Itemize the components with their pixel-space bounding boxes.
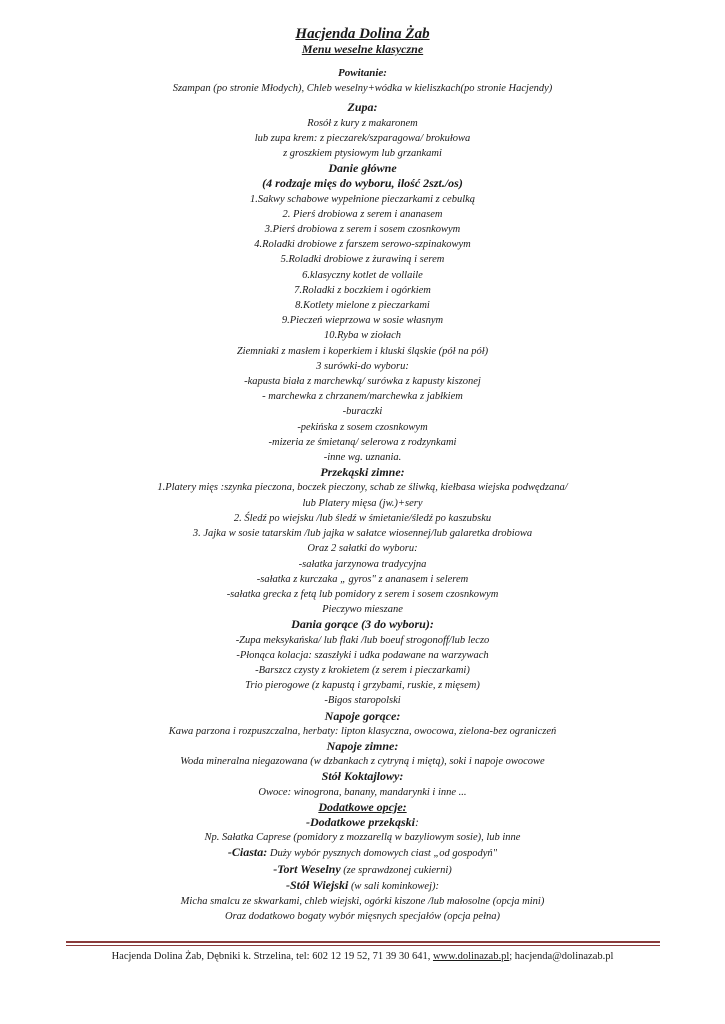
main-course-line: 9.Pieczeń wieprzowa w sosie własnym xyxy=(281,315,444,327)
main-course-line: -pekińska z sosem czosnkowym xyxy=(297,421,428,433)
cold-drinks-heading: Napoje zimne: xyxy=(326,738,399,753)
footer-divider xyxy=(66,941,660,943)
extras-heading: Dodatkowe opcje: xyxy=(318,799,407,814)
main-course-line: 3.Pierś drobiowa z serem i sosem czosnkowym xyxy=(264,224,461,236)
main-course-line: 4.Roladki drobiowe z farszem serowo-szpinakowym xyxy=(254,239,471,251)
welcome-text: Szampan (po stronie Młodych), Chleb weselny+wódka w kieliszkach(po stronie Hacjendy) xyxy=(172,83,553,95)
main-course-line: 3 surówki-do wyboru: xyxy=(316,360,409,372)
hot-dishes-line: -Zupa meksykańska/ lub flaki /lub boeuf strogonoff/lub leczo xyxy=(235,634,490,646)
footer-divider xyxy=(66,945,660,946)
extra-rustic-table-label: -Stół Wiejski xyxy=(285,877,349,892)
main-course-line: 10.Ryba w ziołach xyxy=(323,330,402,342)
soup-line: Rosół z kury z makaronem xyxy=(307,117,418,129)
extra-cakes xyxy=(0,845,725,861)
cold-starters-line: Oraz 2 sałatki do wyboru: xyxy=(307,543,418,555)
hot-dishes-line: Trio pierogowe (z kapustą i grzybami, ruskie, z mięsem) xyxy=(245,680,480,692)
hot-drinks-text: Kawa parzona i rozpuszczalna, herbaty: lipton klasyczna, owocowa, zielona-bez ograniczeń xyxy=(168,725,557,737)
cold-starters-line: 3. Jajka w sosie tatarskim /lub jajka w sałatce wiosennej/lub galaretka drobiowa xyxy=(192,528,533,540)
cold-starters-line: 2. Śledź po wiejsku /lub śledź w śmietanie/śledź po kaszubsku xyxy=(233,512,492,524)
hot-drinks-heading: Napoje gorące: xyxy=(324,708,401,723)
extra-rustic-table xyxy=(0,878,725,894)
footer-email: ; hacjenda@dolinazab.pl xyxy=(509,951,614,962)
main-course-line: 1.Sakwy schabowe wypełnione pieczarkami z cebulką xyxy=(249,193,476,205)
main-course-line: 8.Kotlety mielone z pieczarkami xyxy=(295,300,430,312)
main-course-line: -inne wg. uznania. xyxy=(323,452,402,464)
main-course-line: -kapusta biała z marchewką/ surówka z kapusty kiszonej xyxy=(244,376,481,388)
main-course-line: 5.Roladki drobiowe z żurawiną i serem xyxy=(280,254,445,266)
soup-line: lub zupa krem: z pieczarek/szparagowa/ brokułowa xyxy=(254,132,471,144)
main-course-subheading: (4 rodzaje mięs do wyboru, ilość 2szt./os) xyxy=(262,176,463,191)
cocktail-table-text: Owoce: winogrona, banany, mandarynki i inne ... xyxy=(258,786,467,798)
extra-snacks-heading xyxy=(0,815,725,830)
soup-line: z groszkiem ptysiowym lub grzankami xyxy=(283,148,442,160)
extra-cakes-text: Duży wybór pysznych domowych ciast „od gospodyń" xyxy=(267,848,498,860)
extra-snacks-text: Np. Sałatka Caprese (pomidory z mozzarellą w bazyliowym sosie), lub inne xyxy=(204,832,521,844)
main-course-line: Ziemniaki z masłem i koperkiem i kluski śląskie (pół na pół) xyxy=(236,345,489,357)
menu-subtitle: Menu weselne klasyczne xyxy=(301,42,424,56)
footer-contact xyxy=(0,950,725,963)
cold-drinks-text: Woda mineralna niegazowana (w dzbankach z cytryną i miętą), soki i napoje owocowe xyxy=(180,756,545,768)
hot-dishes-line: -Barszcz czysty z krokietem (z serem i pieczarkami) xyxy=(255,664,470,676)
hot-dishes-heading: Dania gorące (3 do wyboru): xyxy=(291,617,434,632)
main-course-line: 7.Roladki z boczkiem i ogórkiem xyxy=(294,284,431,296)
main-course-line: - marchewka z chrzanem/marchewka z jabłkiem xyxy=(262,391,463,403)
extra-snacks-label: -Dodatkowe przekąski xyxy=(306,814,415,829)
soup-heading: Zupa: xyxy=(347,100,378,115)
main-course-line: 2. Pierś drobiowa z serem i ananasem xyxy=(282,208,443,220)
cold-starters-heading: Przekąski zimne: xyxy=(320,465,405,480)
main-course-line: -buraczki xyxy=(342,406,383,418)
cold-starters-line: lub Platery mięsa (jw.)+sery xyxy=(302,497,423,509)
extra-wedding-cake-label: -Tort Weselny xyxy=(273,861,341,876)
cold-starters-line: -sałatka jarzynowa tradycyjna xyxy=(298,558,427,570)
extra-rustic-table-text: (w sali kominkowej): xyxy=(348,880,440,892)
venue-title: Hacjenda Dolina Żab xyxy=(295,26,430,42)
menu-document xyxy=(0,26,725,924)
extra-wedding-cake xyxy=(0,862,725,878)
cocktail-table-heading: Stół Koktajlowy: xyxy=(321,769,404,784)
extra-cakes-label: -Ciasta: xyxy=(227,845,268,860)
main-course-line: 6.klasyczny kotlet de vollaile xyxy=(302,269,423,281)
main-course-line: -mizeria ze śmietaną/ selerowa z rodzynkami xyxy=(268,436,457,448)
hot-dishes-line: -Bigos staropolski xyxy=(324,695,401,707)
hot-dishes-line: -Płonąca kolacja: szaszłyki i udka podawane na warzywach xyxy=(236,649,489,661)
extra-wedding-cake-text: (ze sprawdzonej cukierni) xyxy=(340,864,452,876)
footer-address: Hacjenda Dolina Żab, Dębniki k. Strzelina, tel: 602 12 19 52, 71 39 30 641, xyxy=(111,951,433,962)
cold-starters-line: -sałatka z kurczaka „ gyros" z ananasem i selerem xyxy=(256,573,469,585)
extra-rustic-line: Micha smalcu ze skwarkami, chleb wiejski, ogórki kiszone /lub małosolne (opcja mini) xyxy=(180,895,545,907)
footer-website-link[interactable]: www.dolinazab.pl xyxy=(432,951,510,962)
welcome-heading: Powitanie: xyxy=(338,67,387,79)
extra-snacks-colon: : xyxy=(415,814,419,829)
cold-starters-line: 1.Platery mięs :szynka pieczona, boczek pieczony, schab ze śliwką, kiełbasa wiejska podwędzana/ xyxy=(157,482,568,494)
extra-rustic-line: Oraz dodatkowo bogaty wybór mięsnych specjałów (opcja pełna) xyxy=(225,911,500,923)
cold-starters-line: -sałatka grecka z fetą lub pomidory z serem i sosem czosnkowym xyxy=(226,588,499,600)
main-course-heading: Danie główne xyxy=(328,161,397,176)
cold-starters-line: Pieczywo mieszane xyxy=(322,604,403,616)
